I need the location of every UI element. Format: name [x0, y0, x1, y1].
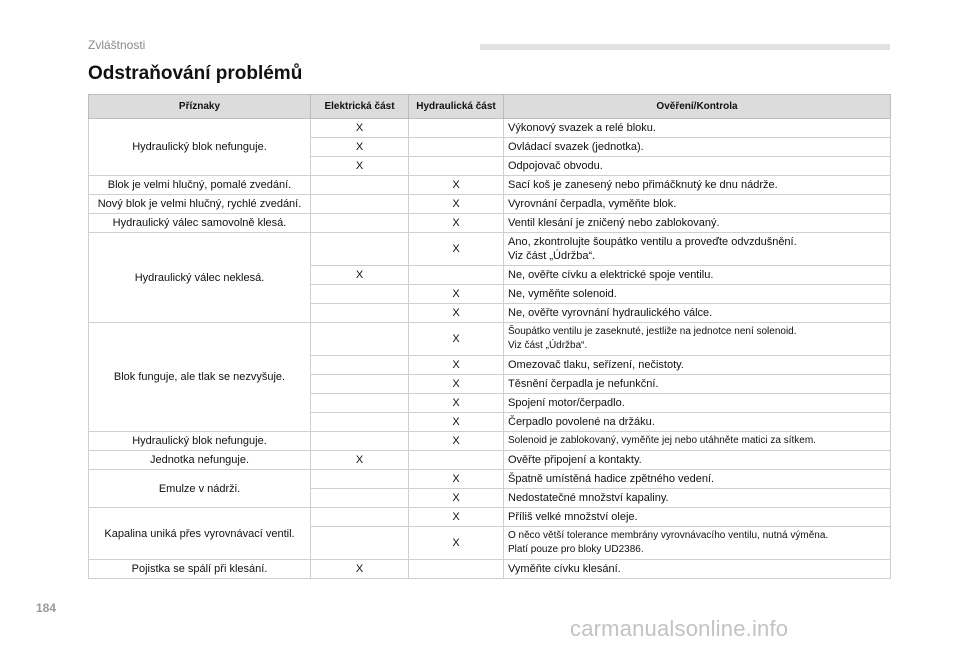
hydraulic-mark-cell: X: [409, 233, 504, 266]
electrical-mark-cell: X: [311, 119, 409, 138]
hydraulic-mark-cell: X: [409, 527, 504, 560]
check-text: Výkonový svazek a relé bloku.: [508, 122, 656, 134]
symptom-cell: Hydraulický blok nefunguje.: [89, 432, 311, 451]
check-text: Spojení motor/čerpadlo.: [508, 397, 625, 409]
electrical-mark-cell: [311, 285, 409, 304]
check-text: Ne, ověřte cívku a elektrické spoje ventilu.: [508, 269, 714, 281]
hydraulic-mark-cell: X: [409, 195, 504, 214]
check-cell: [504, 508, 891, 527]
electrical-mark-cell: [311, 214, 409, 233]
check-cell: [504, 304, 891, 323]
table-row: [89, 432, 891, 451]
electrical-mark-cell: [311, 394, 409, 413]
table-row: [89, 323, 891, 356]
hydraulic-mark-cell: X: [409, 323, 504, 356]
check-text: Odpojovač obvodu.: [508, 160, 603, 172]
check-cell: [504, 527, 891, 560]
check-cell: [504, 323, 891, 356]
symptom-cell: Emulze v nádrži.: [89, 470, 311, 508]
hydraulic-mark-cell: [409, 451, 504, 470]
hydraulic-mark-cell: [409, 560, 504, 579]
symptom-cell: Nový blok je velmi hlučný, rychlé zvedání.: [89, 195, 311, 214]
table-row: [89, 214, 891, 233]
electrical-mark-cell: [311, 489, 409, 508]
table-row: [89, 560, 891, 579]
table-row: [89, 470, 891, 489]
check-text: Omezovač tlaku, seřízení, nečistoty.: [508, 359, 684, 371]
hydraulic-mark-cell: X: [409, 304, 504, 323]
page-number: 184: [36, 601, 57, 615]
check-cell: [504, 157, 891, 176]
table-row: [89, 233, 891, 266]
check-text: Šoupátko ventilu je zaseknuté, jestliže na jednotce není solenoid.: [508, 326, 797, 337]
symptom-cell: Hydraulický válec neklesá.: [89, 233, 311, 323]
check-cell: [504, 119, 891, 138]
electrical-mark-cell: X: [311, 560, 409, 579]
check-text: Vyrovnání čerpadla, vyměňte blok.: [508, 198, 677, 210]
page-title: Odstraňování problémů: [88, 63, 303, 84]
electrical-mark-cell: [311, 508, 409, 527]
check-text: Ověřte připojení a kontakty.: [508, 454, 642, 466]
hydraulic-mark-cell: X: [409, 176, 504, 195]
check-cell: [504, 285, 891, 304]
hydraulic-mark-cell: X: [409, 508, 504, 527]
electrical-mark-cell: X: [311, 451, 409, 470]
table-row: [89, 508, 891, 527]
check-text: Platí pouze pro bloky UD2386.: [508, 544, 644, 555]
check-text: Ventil klesání je zničený nebo zablokovaný.: [508, 217, 720, 229]
check-text: Špatně umístěná hadice zpětného vedení.: [508, 473, 715, 485]
check-text: Těsnění čerpadla je nefunkční.: [508, 378, 659, 390]
electrical-mark-cell: [311, 233, 409, 266]
check-cell: [504, 489, 891, 508]
hydraulic-mark-cell: [409, 266, 504, 285]
check-cell: [504, 470, 891, 489]
check-cell: [504, 266, 891, 285]
watermark: carmanualsonline.info: [570, 616, 789, 641]
electrical-mark-cell: [311, 176, 409, 195]
check-text: Čerpadlo povolené na držáku.: [508, 416, 655, 428]
symptom-cell: Blok funguje, ale tlak se nezvyšuje.: [89, 323, 311, 432]
column-header-symptoms: Příznaky: [89, 95, 311, 119]
hydraulic-mark-cell: X: [409, 489, 504, 508]
table-row: [89, 176, 891, 195]
symptom-cell: Hydraulický válec samovolně klesá.: [89, 214, 311, 233]
table-row: [89, 451, 891, 470]
column-header-check: Ověření/Kontrola: [504, 95, 891, 119]
check-cell: [504, 451, 891, 470]
electrical-mark-cell: [311, 323, 409, 356]
check-text: Ovládací svazek (jednotka).: [508, 141, 644, 153]
hydraulic-mark-cell: X: [409, 413, 504, 432]
electrical-mark-cell: [311, 432, 409, 451]
check-cell: [504, 214, 891, 233]
check-cell: [504, 560, 891, 579]
check-cell: [504, 138, 891, 157]
check-text: Ne, vyměňte solenoid.: [508, 288, 617, 300]
check-text: Příliš velké množství oleje.: [508, 511, 638, 523]
electrical-mark-cell: X: [311, 266, 409, 285]
symptom-cell: Pojistka se spálí při klesání.: [89, 560, 311, 579]
check-text: O něco větší tolerance membrány vyrovnávacího ventilu, nutná výměna.: [508, 530, 829, 541]
hydraulic-mark-cell: X: [409, 356, 504, 375]
check-cell: [504, 356, 891, 375]
check-cell: [504, 394, 891, 413]
check-text: Sací koš je zanesený nebo přimáčknutý ke dnu nádrže.: [508, 179, 778, 191]
check-text: Ne, ověřte vyrovnání hydraulického válce.: [508, 307, 713, 319]
electrical-mark-cell: X: [311, 157, 409, 176]
check-text: Vyměňte cívku klesání.: [508, 563, 621, 575]
hydraulic-mark-cell: X: [409, 285, 504, 304]
troubleshooting-table: [88, 94, 891, 579]
symptom-cell: Blok je velmi hlučný, pomalé zvedání.: [89, 176, 311, 195]
hydraulic-mark-cell: X: [409, 432, 504, 451]
electrical-mark-cell: [311, 375, 409, 394]
electrical-mark-cell: [311, 356, 409, 375]
electrical-mark-cell: X: [311, 138, 409, 157]
hydraulic-mark-cell: X: [409, 394, 504, 413]
table-body: [89, 119, 891, 579]
hydraulic-mark-cell: [409, 138, 504, 157]
hydraulic-mark-cell: X: [409, 375, 504, 394]
header-rule: [480, 44, 890, 50]
electrical-mark-cell: [311, 304, 409, 323]
table-row: [89, 119, 891, 138]
hydraulic-mark-cell: X: [409, 470, 504, 489]
hydraulic-mark-cell: [409, 157, 504, 176]
electrical-mark-cell: [311, 413, 409, 432]
table-header-row: [89, 95, 891, 119]
check-text: Viz část „Údržba“.: [508, 250, 596, 262]
check-text: Viz část „Údržba“.: [508, 340, 588, 351]
symptom-cell: Kapalina uniká přes vyrovnávací ventil.: [89, 508, 311, 560]
electrical-mark-cell: [311, 470, 409, 489]
hydraulic-mark-cell: [409, 119, 504, 138]
check-cell: [504, 176, 891, 195]
check-cell: [504, 413, 891, 432]
symptom-cell: Jednotka nefunguje.: [89, 451, 311, 470]
check-cell: [504, 195, 891, 214]
check-cell: [504, 432, 891, 451]
symptom-cell: Hydraulický blok nefunguje.: [89, 119, 311, 176]
electrical-mark-cell: [311, 195, 409, 214]
check-cell: [504, 375, 891, 394]
section-label: Zvláštnosti: [88, 38, 146, 52]
table-row: [89, 195, 891, 214]
column-header-hydraulic: Hydraulická část: [409, 95, 504, 119]
check-text: Ano, zkontrolujte šoupátko ventilu a proveďte odvzdušnění.: [508, 236, 797, 248]
electrical-mark-cell: [311, 527, 409, 560]
check-cell: [504, 233, 891, 266]
hydraulic-mark-cell: X: [409, 214, 504, 233]
check-text: Solenoid je zablokovaný, vyměňte jej nebo utáhněte matici za sítkem.: [508, 435, 816, 446]
column-header-electrical: Elektrická část: [311, 95, 409, 119]
check-text: Nedostatečné množství kapaliny.: [508, 492, 669, 504]
